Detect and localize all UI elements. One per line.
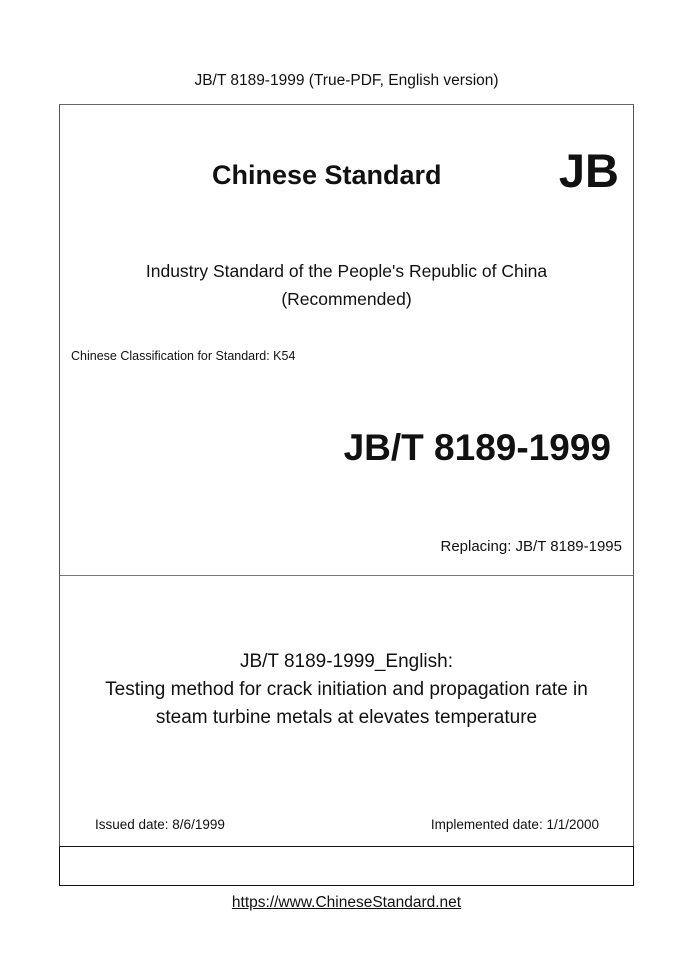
description-line-1: JB/T 8189-1999_English: bbox=[239, 651, 454, 672]
implemented-date: Implemented date: 1/1/2000 bbox=[430, 817, 599, 832]
issued-date: Issued date: 8/6/1999 bbox=[95, 817, 225, 832]
description-line-3: steam turbine metals at elevates temperature bbox=[155, 707, 538, 728]
description-line-2: Testing method for crack initiation and propagation rate in bbox=[105, 679, 588, 700]
cover-footer-box bbox=[59, 846, 634, 886]
classification-text: Chinese Classification for Standard: K54 bbox=[71, 349, 296, 363]
website-link[interactable]: https://www.ChineseStandard.net bbox=[231, 894, 462, 911]
document-header: JB/T 8189-1999 (True-PDF, English version) bbox=[194, 72, 499, 89]
cover-subtitle: Industry Standard of the People's Republic of China bbox=[145, 261, 548, 281]
website-link-container bbox=[0, 894, 693, 912]
standard-mark: JB bbox=[558, 144, 619, 197]
cover-title: Chinese Standard bbox=[212, 160, 442, 190]
cover-description-section bbox=[60, 576, 633, 846]
standard-number: JB/T 8189-1999 bbox=[343, 427, 611, 468]
cover-subtitle-recommended: (Recommended) bbox=[281, 289, 412, 309]
cover-frame bbox=[59, 104, 634, 884]
replacing-text: Replacing: JB/T 8189-1995 bbox=[440, 538, 622, 555]
cover-top-section bbox=[60, 105, 633, 576]
